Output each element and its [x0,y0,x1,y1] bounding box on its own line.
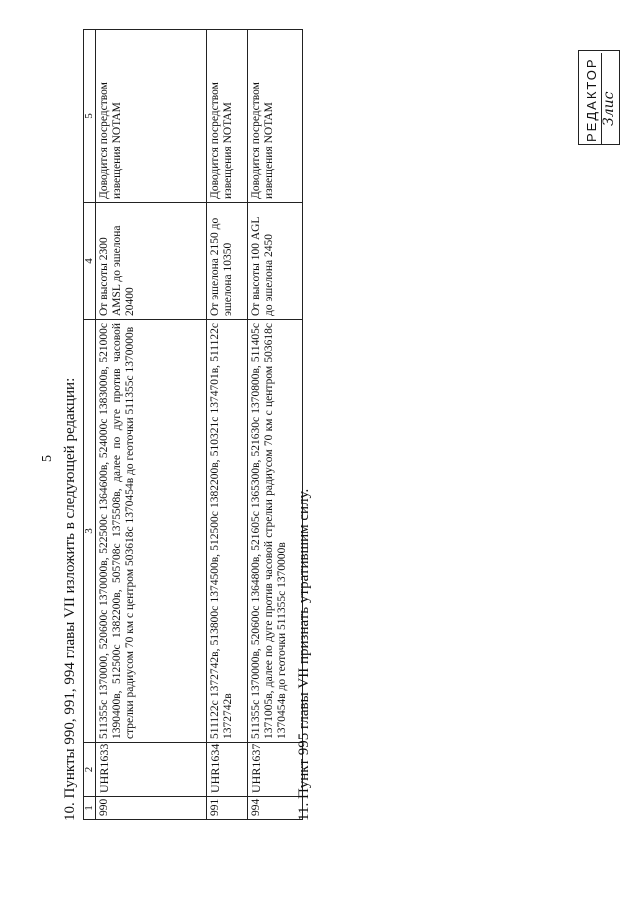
zone-notification: Доводится посредством извещения NOTAM [96,30,207,203]
table-row [248,30,303,820]
section-heading: 10. Пункты 990, 991, 994 главы VII изложить в следующей редакции: [62,377,78,821]
column-number: 5 [84,30,96,203]
stamp-signature: Злис [601,91,617,126]
zone-altitudes: От высоты 2300 AMSL до эшелона 20400 [96,203,207,320]
item-number: 991 [207,797,248,820]
zone-altitudes: От эшелона 2150 до эшелона 10350 [207,203,248,320]
footer-paragraph: 11. Пункт 995 главы VII признать утратившим силу. [296,488,312,821]
item-number: 990 [96,797,207,820]
column-number-row [84,30,96,820]
zone-notification: Доводится посредством извещения NOTAM [248,30,303,203]
editor-stamp [578,50,620,145]
editor-stamp-content [579,51,621,146]
item-number: 994 [248,797,303,820]
column-number: 3 [84,320,96,743]
airspace-table [83,29,303,820]
zone-code: UHR1634 [207,743,248,797]
zone-boundaries: 511122с 1372742в, 513800с 1374500в, 512500с 1382200в, 510321с 1374701в, 511122с 1372742в [207,320,248,743]
zone-code: UHR1633 [96,743,207,797]
zone-boundaries: 511355с 1370000в, 520600с 1364800в, 521605с 1365300в, 521630с 1370800в, 511405с 1371005в, далее по дуге против часовой стрелки радиусом 70 км с центром 503618с 1370454в до геоточки 511355с 1370000в [248,320,303,743]
zone-altitudes: От высоты 100 AGL до эшелона 2450 [248,203,303,320]
column-number: 1 [84,797,96,820]
zone-code: UHR1637 [248,743,303,797]
stamp-label: РЕДАКТОР [584,57,599,142]
column-number: 4 [84,203,96,320]
table-row [96,30,207,820]
table-row [207,30,248,820]
column-number: 2 [84,743,96,797]
page-number: 5 [40,455,55,462]
zone-notification: Доводится посредством извещения NOTAM [207,30,248,203]
zone-boundaries: 511355с 1370000, 520600с 1370000в, 522500с 1364600в, 524000с 1383000в, 521000с 1390400в, 512500с 1382200в, 505708с 1375508в, далее по дуге против часовой стрелки радиусом 70 км с центром 503618с 1370454в до геоточки 511355с 1370000в [96,320,207,743]
